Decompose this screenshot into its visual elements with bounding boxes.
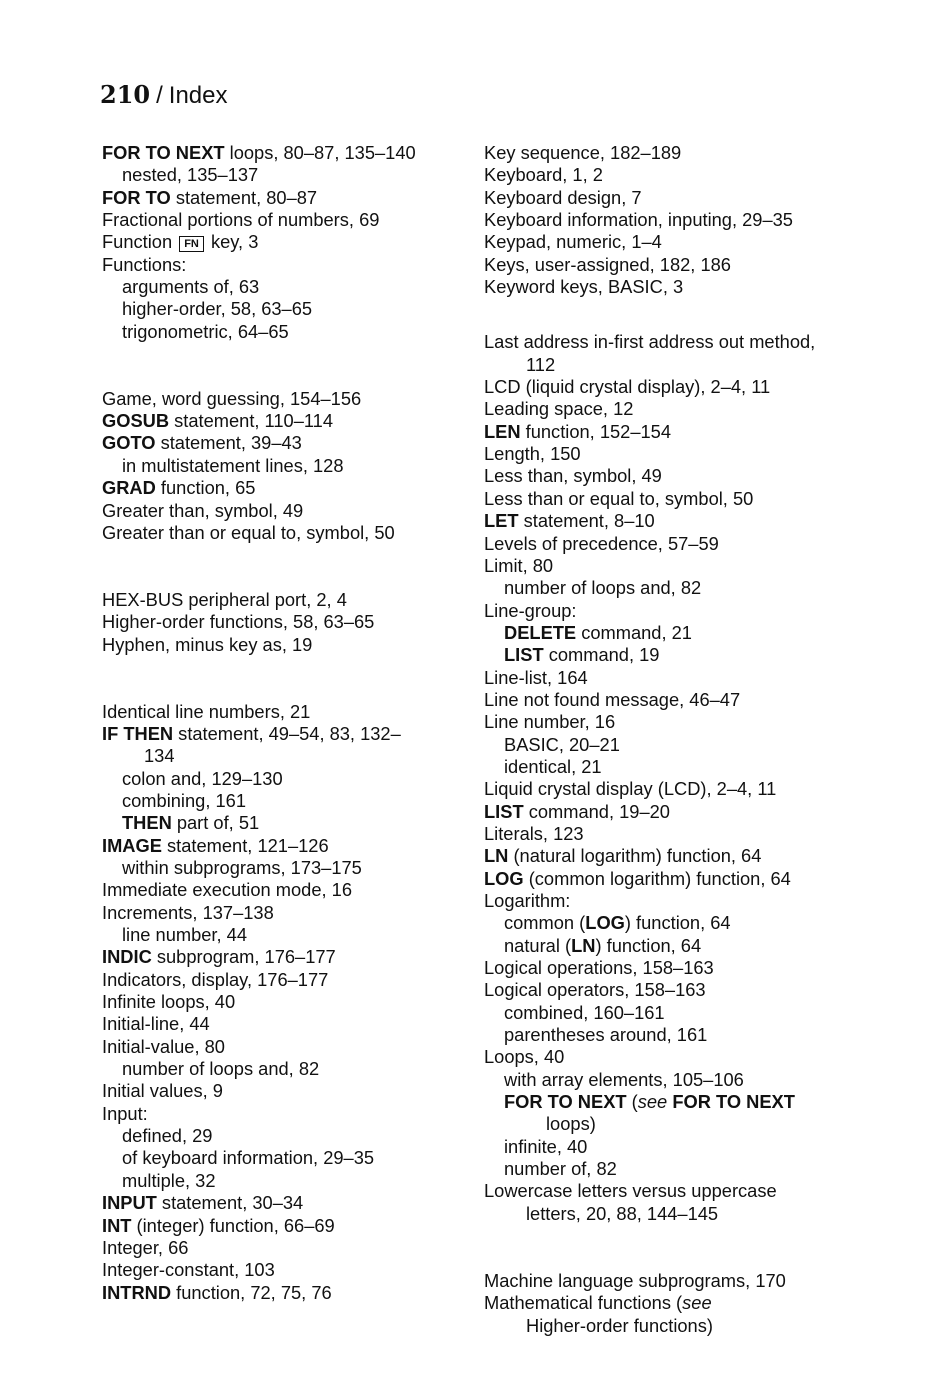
index-entry xyxy=(484,667,864,689)
index-entry xyxy=(102,1103,482,1125)
index-subentry xyxy=(484,912,864,934)
keyword-bold: GOTO xyxy=(102,432,156,454)
entry-text: Higher-order functions) xyxy=(526,1314,713,1336)
entry-text: function, 72, 75, 76 xyxy=(171,1281,332,1303)
entry-text: Keyboard design, 7 xyxy=(484,186,642,208)
index-entry xyxy=(484,778,864,800)
index-column-right xyxy=(484,142,864,1337)
index-entry xyxy=(484,254,864,276)
index-subentry xyxy=(102,768,482,790)
entry-text: Key sequence, 182–189 xyxy=(484,142,682,163)
index-entry xyxy=(102,835,482,857)
index-entry-continuation xyxy=(484,1315,864,1337)
keyword-bold: INT xyxy=(102,1214,132,1236)
index-subentry xyxy=(484,1091,864,1113)
entry-text: Infinite loops, 40 xyxy=(102,991,236,1013)
entry-text: LCD (liquid crystal display), 2–4, 11 xyxy=(484,376,771,398)
index-entry xyxy=(102,1013,482,1035)
entry-text: Integer, 66 xyxy=(102,1236,189,1258)
keyword-bold: LN xyxy=(571,934,596,956)
entry-text: Greater than or equal to, symbol, 50 xyxy=(102,521,395,543)
index-entry xyxy=(102,969,482,991)
entry-text: line number, 44 xyxy=(122,924,248,946)
index-subentry xyxy=(102,790,482,812)
index-entry xyxy=(102,946,482,968)
entry-text: key, 3 xyxy=(205,231,259,253)
entry-text: function, 65 xyxy=(155,477,256,499)
letter-group-gap xyxy=(484,298,864,331)
entry-text: Keyword keys, BASIC, 3 xyxy=(484,276,684,298)
index-entry xyxy=(484,689,864,711)
keyword-bold: LOG xyxy=(585,912,625,934)
index-entry xyxy=(102,388,482,410)
entry-text: combining, 161 xyxy=(122,789,246,811)
index-entry xyxy=(102,1259,482,1281)
index-entry xyxy=(102,410,482,432)
entry-text: statement, 49–54, 83, 132– xyxy=(173,722,401,744)
index-entry xyxy=(102,991,482,1013)
entry-text: natural ( xyxy=(504,934,572,956)
entry-text: Loops, 40 xyxy=(484,1046,565,1068)
keyword-bold: LET xyxy=(484,510,519,532)
entry-text: Line not found message, 46–47 xyxy=(484,688,741,710)
keyword-bold: INTRND xyxy=(102,1281,172,1303)
index-entry xyxy=(484,555,864,577)
index-subentry xyxy=(484,734,864,756)
entry-text: Levels of precedence, 57–59 xyxy=(484,532,719,554)
entry-text: loops, 80–87, 135–140 xyxy=(224,142,416,163)
entry-text: 134 xyxy=(144,745,175,767)
index-entry-continuation xyxy=(102,745,482,767)
index-subentry xyxy=(484,756,864,778)
keyword-bold: LOG xyxy=(484,867,524,889)
entry-text: Function xyxy=(102,231,178,253)
index-subentry xyxy=(102,455,482,477)
entry-text: within subprograms, 173–175 xyxy=(122,857,362,878)
index-subentry xyxy=(102,1125,482,1147)
entry-text: Fractional portions of numbers, 69 xyxy=(102,209,380,231)
keyword-bold: THEN xyxy=(122,812,172,834)
index-entry xyxy=(484,398,864,420)
index-entry xyxy=(484,801,864,823)
entry-text: Line number, 16 xyxy=(484,711,616,733)
index-entry xyxy=(102,1282,482,1304)
index-subentry xyxy=(484,644,864,666)
index-entry xyxy=(102,209,482,231)
entry-text: Literals, 123 xyxy=(484,822,584,844)
index-entry xyxy=(102,477,482,499)
index-entry xyxy=(484,868,864,890)
entry-text: 112 xyxy=(526,353,556,375)
entry-text: function, 152–154 xyxy=(520,420,671,442)
index-entry xyxy=(484,533,864,555)
entry-text: command, 21 xyxy=(576,621,692,643)
entry-text: Increments, 137–138 xyxy=(102,901,274,923)
keyword-bold: FOR TO NEXT xyxy=(504,1091,627,1113)
header-separator: / xyxy=(156,82,163,109)
entry-text: Higher-order functions, 58, 63–65 xyxy=(102,611,375,633)
entry-text: Line-group: xyxy=(484,599,577,621)
entry-text: nested, 135–137 xyxy=(122,164,259,186)
index-entry xyxy=(484,231,864,253)
entry-text: Mathematical functions ( xyxy=(484,1292,683,1314)
index-entry xyxy=(484,823,864,845)
page-header xyxy=(100,80,228,110)
index-entry xyxy=(484,711,864,733)
entry-text: Limit, 80 xyxy=(484,554,554,576)
index-entry xyxy=(484,331,864,353)
index-entry xyxy=(102,701,482,723)
index-entry xyxy=(102,589,482,611)
see-reference: see xyxy=(682,1292,712,1314)
keyword-bold: FOR TO xyxy=(102,186,171,208)
index-entry xyxy=(484,187,864,209)
entry-text: statement, 121–126 xyxy=(161,834,329,856)
index-entry xyxy=(484,979,864,1001)
entry-text: ) function, 64 xyxy=(595,934,702,956)
index-subentry xyxy=(102,812,482,834)
section-title: Index xyxy=(168,82,228,109)
entry-text: higher-order, 58, 63–65 xyxy=(122,298,313,320)
index-entry xyxy=(484,890,864,912)
entry-text: letters, 20, 88, 144–145 xyxy=(526,1202,719,1224)
entry-text: command, 19–20 xyxy=(523,800,670,822)
see-reference: see xyxy=(637,1091,668,1113)
index-entry xyxy=(484,209,864,231)
entry-text: Greater than, symbol, 49 xyxy=(102,499,304,521)
index-entry xyxy=(102,723,482,745)
index-entry xyxy=(102,500,482,522)
page-number: 210 xyxy=(100,80,151,109)
index-entry xyxy=(102,231,482,253)
keyword-bold: LIST xyxy=(484,800,524,822)
index-entry xyxy=(484,1292,864,1314)
index-entry xyxy=(102,522,482,544)
entry-text: Keypad, numeric, 1–4 xyxy=(484,231,662,253)
entry-text: Length, 150 xyxy=(484,443,581,465)
index-subentry xyxy=(484,1136,864,1158)
entry-text: of keyboard information, 29–35 xyxy=(122,1147,375,1169)
entry-text: command, 19 xyxy=(543,644,660,666)
entry-text: ) function, 64 xyxy=(624,912,731,934)
entry-text: arguments of, 63 xyxy=(122,276,260,298)
entry-text: with array elements, 105–106 xyxy=(504,1068,744,1090)
keyword-bold: INDIC xyxy=(102,946,152,968)
index-subentry xyxy=(102,1147,482,1169)
entry-text: infinite, 40 xyxy=(504,1135,588,1157)
entry-text: Logical operators, 158–163 xyxy=(484,979,706,1001)
entry-text: Liquid crystal display (LCD), 2–4, 11 xyxy=(484,778,777,800)
index-subentry xyxy=(484,935,864,957)
index-entry xyxy=(102,432,482,454)
entry-text: in multistatement lines, 128 xyxy=(122,454,344,476)
entry-text: Hyphen, minus key as, 19 xyxy=(102,633,313,655)
keyword-bold: LIST xyxy=(504,644,544,666)
index-entry xyxy=(102,611,482,633)
entry-text: subprogram, 176–177 xyxy=(151,946,336,968)
keyword-bold: GRAD xyxy=(102,477,156,499)
entry-text: Line-list, 164 xyxy=(484,666,588,688)
index-entry xyxy=(102,187,482,209)
index-entry xyxy=(484,600,864,622)
index-entry xyxy=(484,465,864,487)
keyword-bold: DELETE xyxy=(504,621,577,643)
index-column-left xyxy=(102,142,482,1304)
index-entry-continuation xyxy=(484,1203,864,1225)
entry-text: Lowercase letters versus uppercase xyxy=(484,1180,777,1202)
entry-text: (common logarithm) function, 64 xyxy=(523,867,791,889)
entry-text: BASIC, 20–21 xyxy=(504,733,620,755)
entry-text: loops) xyxy=(546,1113,596,1135)
entry-text: common ( xyxy=(504,912,586,934)
keyword-bold: LN xyxy=(484,845,509,867)
index-entry xyxy=(102,902,482,924)
index-entry xyxy=(102,142,482,164)
letter-group-gap xyxy=(102,343,482,388)
index-entry xyxy=(102,879,482,901)
index-entry xyxy=(484,845,864,867)
entry-text: number of loops and, 82 xyxy=(504,577,702,599)
entry-text: statement, 8–10 xyxy=(518,510,655,532)
entry-text: statement, 80–87 xyxy=(170,186,318,208)
keyword-bold: LEN xyxy=(484,420,521,442)
letter-group-gap xyxy=(484,1225,864,1270)
entry-text: Initial values, 9 xyxy=(102,1080,223,1102)
entry-text: HEX-BUS peripheral port, 2, 4 xyxy=(102,588,347,610)
index-subentry xyxy=(102,1058,482,1080)
entry-text: part of, 51 xyxy=(171,812,260,834)
index-entry xyxy=(484,1270,864,1292)
entry-text: Less than, symbol, 49 xyxy=(484,465,662,487)
entry-text: Leading space, 12 xyxy=(484,398,634,420)
entry-text: (integer) function, 66–69 xyxy=(131,1214,335,1236)
index-entry xyxy=(484,488,864,510)
entry-text: Initial-value, 80 xyxy=(102,1035,225,1057)
index-entry-continuation xyxy=(484,354,864,376)
index-entry xyxy=(484,443,864,465)
entry-text: Initial-line, 44 xyxy=(102,1013,210,1035)
fn-key-icon: FN xyxy=(179,236,204,252)
index-entry xyxy=(484,142,864,164)
index-entry xyxy=(484,164,864,186)
entry-text: statement, 39–43 xyxy=(155,432,302,454)
entry-text: Last address in-first address out method, xyxy=(484,331,816,353)
index-entry xyxy=(484,376,864,398)
entry-text: statement, 110–114 xyxy=(169,410,334,432)
entry-text: statement, 30–34 xyxy=(156,1192,304,1214)
index-entry xyxy=(102,1080,482,1102)
keyword-bold: FOR TO NEXT xyxy=(102,142,225,163)
entry-text: Game, word guessing, 154–156 xyxy=(102,387,362,409)
keyword-bold: GOSUB xyxy=(102,410,170,432)
entry-text: colon and, 129–130 xyxy=(122,767,283,789)
index-entry xyxy=(102,1192,482,1214)
index-subentry xyxy=(102,924,482,946)
entry-text: Keyboard information, inputing, 29–35 xyxy=(484,209,793,231)
entry-text: Logarithm: xyxy=(484,890,571,911)
index-subentry xyxy=(102,298,482,320)
entry-text: Keys, user-assigned, 182, 186 xyxy=(484,253,731,275)
entry-text: number of loops and, 82 xyxy=(122,1058,320,1080)
index-subentry xyxy=(102,164,482,186)
entry-text: parentheses around, 161 xyxy=(504,1024,708,1046)
index-subentry xyxy=(484,1002,864,1024)
keyword-bold: FOR TO NEXT xyxy=(672,1091,795,1113)
index-subentry xyxy=(484,1158,864,1180)
entry-text: Less than or equal to, symbol, 50 xyxy=(484,487,754,509)
entry-text: Machine language subprograms, 170 xyxy=(484,1269,786,1291)
entry-text: Indicators, display, 176–177 xyxy=(102,968,329,990)
index-entry xyxy=(102,254,482,276)
index-subentry xyxy=(484,622,864,644)
entry-text: number of, 82 xyxy=(504,1158,617,1180)
index-entry xyxy=(484,276,864,298)
entry-text: combined, 160–161 xyxy=(504,1001,665,1023)
entry-text: Keyboard, 1, 2 xyxy=(484,164,603,186)
index-entry xyxy=(484,421,864,443)
entry-text: ( xyxy=(626,1091,638,1113)
index-entry xyxy=(484,510,864,532)
index-entry xyxy=(484,957,864,979)
index-entry xyxy=(102,1036,482,1058)
entry-text: identical, 21 xyxy=(504,755,602,777)
entry-text: multiple, 32 xyxy=(122,1169,216,1191)
index-entry xyxy=(102,1237,482,1259)
letter-group-gap xyxy=(102,656,482,701)
entry-text: defined, 29 xyxy=(122,1125,213,1147)
entry-text: (natural logarithm) function, 64 xyxy=(508,845,762,867)
keyword-bold: IF THEN xyxy=(102,722,174,744)
index-subentry xyxy=(102,1170,482,1192)
entry-text: Integer-constant, 103 xyxy=(102,1259,275,1281)
entry-text: Logical operations, 158–163 xyxy=(484,957,714,979)
entry-text: Identical line numbers, 21 xyxy=(102,700,311,722)
index-subentry xyxy=(484,1024,864,1046)
keyword-bold: INPUT xyxy=(102,1192,157,1214)
index-entry xyxy=(484,1046,864,1068)
index-subentry xyxy=(102,857,482,879)
entry-text: Input: xyxy=(102,1102,148,1124)
index-entry xyxy=(102,1215,482,1237)
index-entry xyxy=(484,1180,864,1202)
index-entry xyxy=(102,634,482,656)
index-subentry xyxy=(484,1069,864,1091)
entry-text: trigonometric, 64–65 xyxy=(122,320,289,342)
entry-text: Immediate execution mode, 16 xyxy=(102,879,352,901)
keyword-bold: IMAGE xyxy=(102,834,162,856)
index-subentry xyxy=(102,321,482,343)
entry-text: Functions: xyxy=(102,253,187,275)
index-subentry xyxy=(102,276,482,298)
index-subentry xyxy=(484,577,864,599)
index-entry-continuation xyxy=(484,1113,864,1135)
letter-group-gap xyxy=(102,544,482,589)
